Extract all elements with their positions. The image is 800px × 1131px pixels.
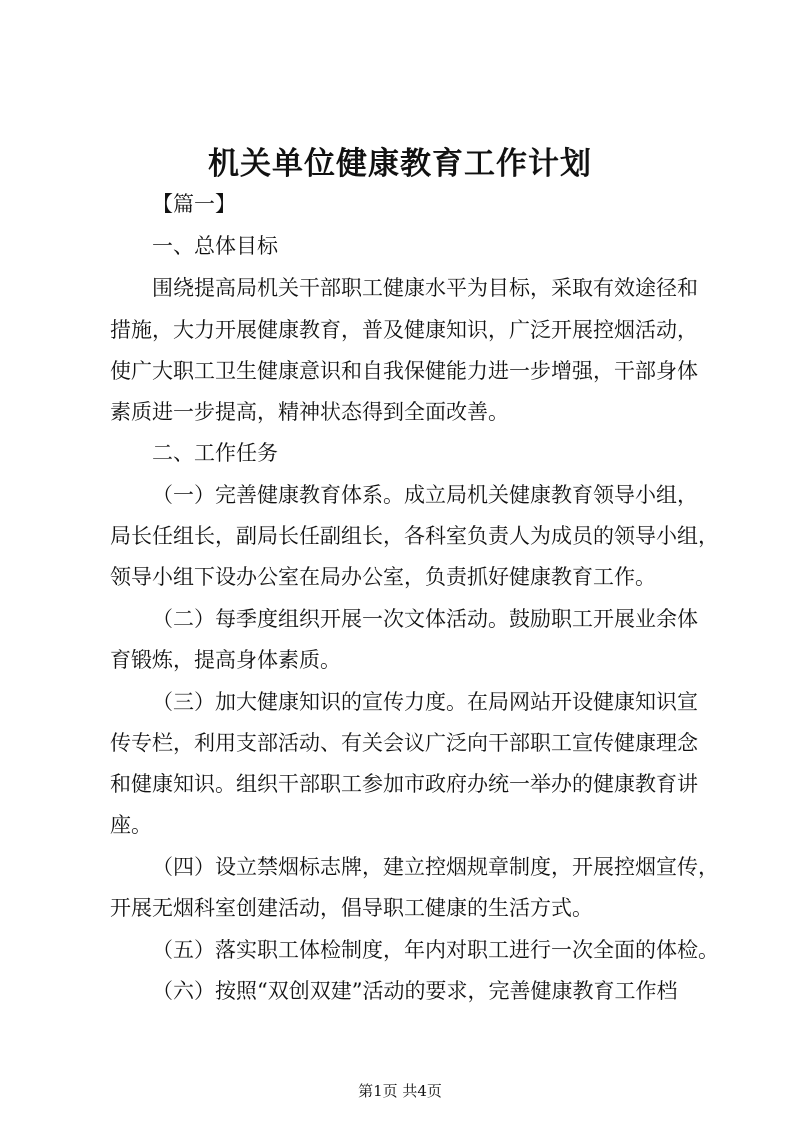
paragraph-line: 座。 <box>110 813 152 837</box>
paragraph-line: （六）按照“双创双建”活动的要求，完善健康教育工作档 <box>152 979 678 1003</box>
document-title: 机关单位健康教育工作计划 <box>208 146 592 182</box>
paragraph-line: 传专栏，利用支部活动、有关会议广泛向干部职工宣传健康理念 <box>110 731 698 755</box>
heading-work-tasks: 二、工作任务 <box>152 441 278 465</box>
paragraph-line: （二）每季度组织开展一次文体活动。鼓励职工开展业余体 <box>152 607 698 631</box>
paragraph-line: （五）落实职工体检制度，年内对职工进行一次全面的体检。 <box>152 938 719 962</box>
heading-overall-goal: 一、总体目标 <box>152 234 278 258</box>
paragraph-line: 开展无烟科室创建活动，倡导职工健康的生活方式。 <box>110 896 593 920</box>
paragraph-line: 使广大职工卫生健康意识和自我保健能力进一步增强，干部身体 <box>110 359 698 383</box>
paragraph-line: 领导小组下设办公室在局办公室，负责抓好健康教育工作。 <box>110 565 656 589</box>
paragraph-line: 育锻炼，提高身体素质。 <box>110 648 341 672</box>
paragraph-line: 围绕提高局机关干部职工健康水平为目标，采取有效途径和 <box>152 276 698 300</box>
paragraph-line: 措施，大力开展健康教育，普及健康知识，广泛开展控烟活动， <box>110 318 698 342</box>
paragraph-line: 和健康知识。组织干部职工参加市政府办统一举办的健康教育讲 <box>110 772 698 796</box>
paragraph-line: （四）设立禁烟标志牌，建立控烟规章制度，开展控烟宣传， <box>152 855 719 879</box>
paragraph-line: 素质进一步提高，精神状态得到全面改善。 <box>110 400 509 424</box>
paragraph-line: （一）完善健康教育体系。成立局机关健康教育领导小组， <box>152 483 698 507</box>
section-label: 【篇一】 <box>152 192 236 216</box>
paragraph-line: 局长任组长，副局长任副组长，各科室负责人为成员的领导小组， <box>110 524 719 548</box>
paragraph-line: （三）加大健康知识的宣传力度。在局网站开设健康知识宣 <box>152 690 698 714</box>
page-footer: 第1页 共4页 <box>358 1082 442 1100</box>
